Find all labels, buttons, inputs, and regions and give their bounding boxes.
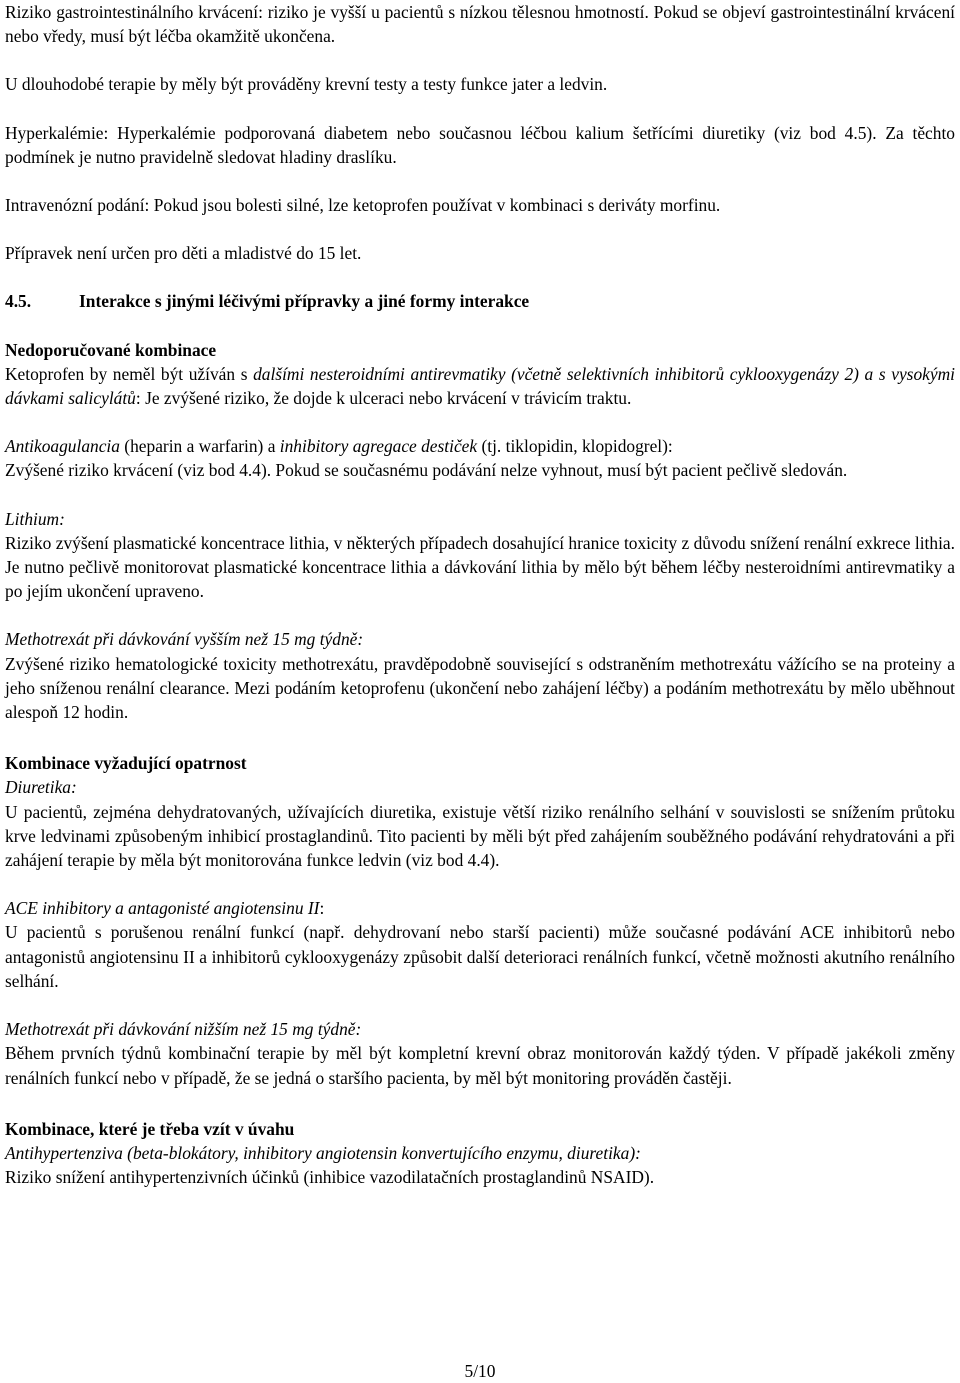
paragraph-antihypertensives: Riziko snížení antihypertenzivních účinků (inhibice vazodilatačních prostaglandinů NSAID). (5, 1167, 655, 1188)
paragraph-anticoagulants: Zvýšené riziko krvácení (viz bod 4.4). Pokud se současnému podávání nelze vyhnout, musí být pacient pečlivě sledován. (5, 460, 848, 481)
paragraph-methotrexate-high: Zvýšené riziko hematologické toxicity methotrexátu, pravděpodobně související s odstraněním methotrexátu vážícího se na proteiny a jeho sníženou renální clearance. Mezi podáním ketoprofenu (ukončení nebo zahájení léčby) a podáním methotrexátu by mělo uběhnout alespoň 12 hodin. (5, 653, 955, 723)
section-heading (5, 289, 955, 313)
heading-consider: Kombinace, které je třeba vzít v úvahu (5, 1118, 295, 1139)
section-number: 4.5. (5, 291, 32, 312)
document-page (5, 0, 955, 1189)
heading-methotrexate-low: Methotrexát při dávkování nižším než 15 mg týdně: (5, 1019, 362, 1040)
paragraph-diuretics: U pacientů, zejména dehydratovaných, užívajících diuretika, existuje větší riziko renálního selhání v souvislosti se snížením průtoku krve ledvinami způsobeným inhibicí prostaglandinů. Tito pacienti by měli být před zahájením souběžného podávání rehydratováni a při zahájení terapie by měla být monitorována funkce ledvin (viz bod 4.4). (5, 801, 955, 871)
paragraph-blood-tests: U dlouhodobé terapie by měly být prováděny krevní testy a testy funkce jater a ledvin. (5, 74, 608, 95)
heading-methotrexate-high: Methotrexát při dávkování vyšším než 15 mg týdně: (5, 629, 364, 650)
heading-antihypertensives: Antihypertenziva (beta-blokátory, inhibitory angiotensin konvertujícího enzymu, diuretika): (5, 1142, 641, 1163)
heading-diuretics: Diuretika: (5, 777, 77, 798)
paragraph-gi-bleeding: Riziko gastrointestinálního krvácení: riziko je vyšší u pacientů s nízkou tělesnou hmotností. Pokud se objeví gastrointestinální krvácení nebo vředy, musí být léčba okamžitě ukončena. (5, 2, 955, 47)
page-number: 5/10 (464, 1361, 496, 1381)
paragraph-intravenous: Intravenózní podání: Pokud jsou bolesti silné, lze ketoprofen používat v kombinaci s deriváty morfinu. (5, 195, 721, 216)
heading-lithium: Lithium: (5, 508, 65, 529)
paragraph-lithium: Riziko zvýšení plasmatické koncentrace lithia, v některých případech dosahující hranice toxicity z důvodu snížení renální exkrece lithia. Je nutno pečlivě monitorovat plasmatické koncentrace lithia a dávkování lithia by mělo být během léčby nesteroidními antirevmatiky a po jejím ukončení upraveno. (5, 532, 955, 602)
heading-not-recommended: Nedoporučované kombinace (5, 339, 217, 360)
paragraph-children: Přípravek není určen pro děti a mladistvé do 15 let. (5, 243, 362, 264)
heading-anticoagulants: Antikoagulancia (heparin a warfarin) a inhibitory agregace destiček (tj. tiklopidin, klopidogrel): (5, 436, 673, 457)
paragraph-nsaid-combination: Ketoprofen by neměl být užíván s dalšími nesteroidními antirevmatiky (včetně selektivních inhibitorů cyklooxygenázy 2) a s vysokými dávkami salicylátů: Je zvýšené riziko, že dojde k ulceraci nebo krvácení v trávicím traktu. (5, 363, 955, 409)
heading-ace-inhibitors: ACE inhibitory a antagonisté angiotensinu II: (5, 898, 325, 919)
paragraph-hyperkalemia: Hyperkalémie: Hyperkalémie podporovaná diabetem nebo současnou léčbou kalium šetřícími diuretiky (viz bod 4.5). Za těchto podmínek je nutno pravidelně sledovat hladiny draslíku. (5, 122, 955, 167)
section-title: Interakce s jinými léčivými přípravky a jiné formy interakce (79, 291, 530, 312)
paragraph-methotrexate-low: Během prvních týdnů kombinační terapie by měl být kompletní krevní obraz monitorován každý týden. V případě jakékoli změny renálních funkcí nebo v případě, že se jedná o staršího pacienta, by měl být monitoring prováděn častěji. (5, 1043, 955, 1088)
heading-caution: Kombinace vyžadující opatrnost (5, 753, 247, 774)
paragraph-ace-inhibitors: U pacientů s porušenou renální funkcí (např. dehydrovaní nebo starší pacienti) může současné podávání ACE inhibitorů nebo antagonistů angiotensinu II a inhibitorů cyklooxygenázy způsobit další deterioraci renálních funkcí, včetně možnosti akutního renálního selhání. (5, 922, 955, 991)
